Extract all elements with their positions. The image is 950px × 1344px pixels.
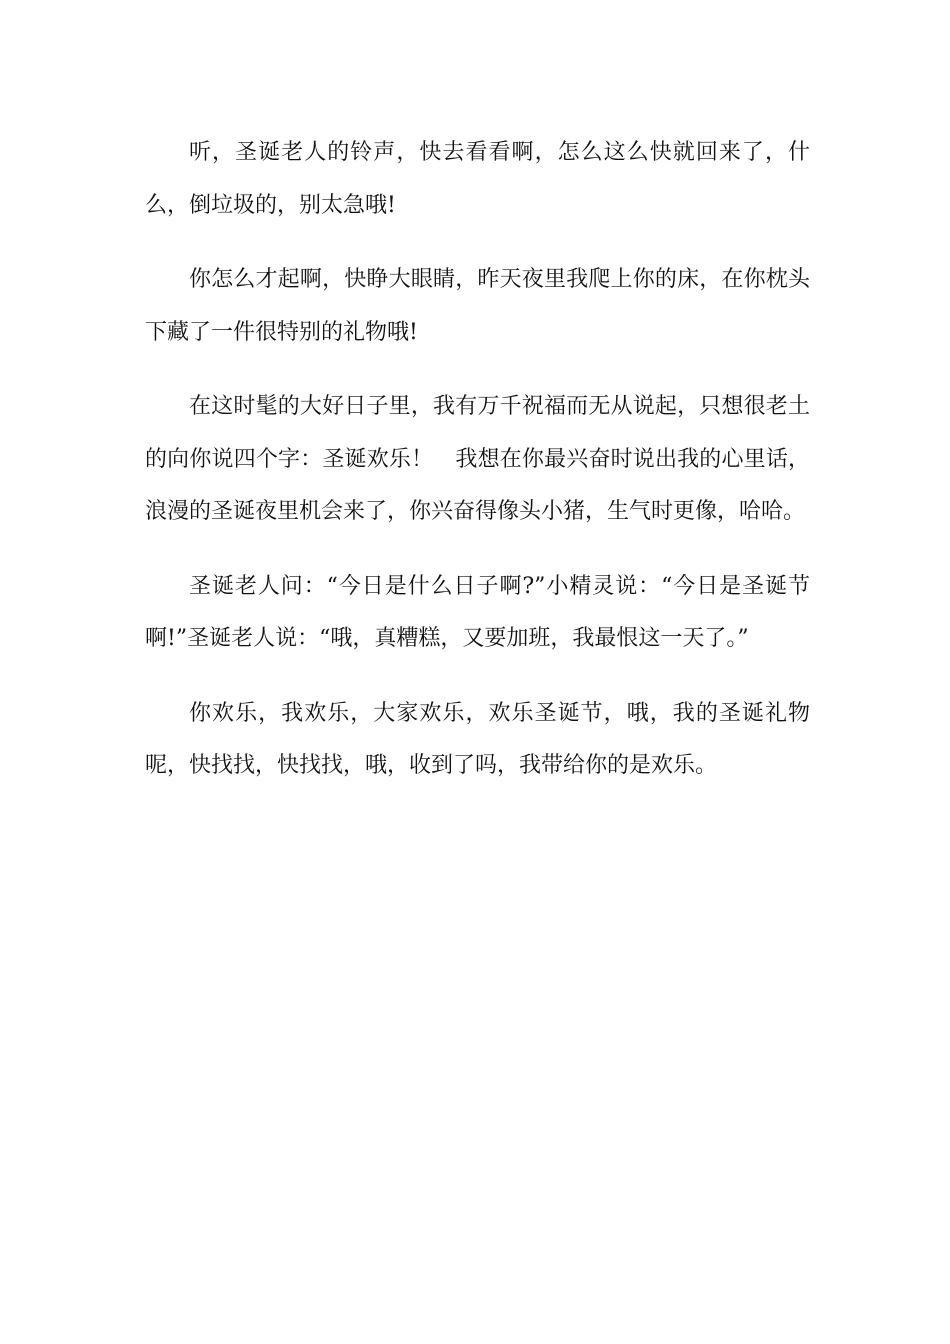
paragraph-4: 圣诞老人问：“今日是什么日子啊?”小精灵说：“今日是圣诞节啊!”圣诞老人说：“哦，真糟糕，又要加班，我最恨这一天了。” <box>145 573 810 651</box>
document-body <box>145 127 810 815</box>
paragraph-5: 你欢乐，我欢乐，大家欢乐，欢乐圣诞节，哦，我的圣诞礼物呢，快找找，快找找，哦，收到了吗，我带给你的是欢乐。 <box>145 700 810 778</box>
paragraph-3: 在这时髦的大好日子里，我有万千祝福而无从说起，只想很老土的向你说四个字：圣诞欢乐！ 我想在你最兴奋时说出我的心里话，浪漫的圣诞夜里机会来了，你兴奋得像头小猪，生气时更像，哈哈。 <box>145 394 810 524</box>
paragraph-1: 听，圣诞老人的铃声，快去看看啊，怎么这么快就回来了，什么，倒垃圾的，别太急哦! <box>145 140 810 218</box>
paragraph-2: 你怎么才起啊，快睁大眼睛，昨天夜里我爬上你的床，在你枕头下藏了一件很特别的礼物哦! <box>145 267 810 345</box>
